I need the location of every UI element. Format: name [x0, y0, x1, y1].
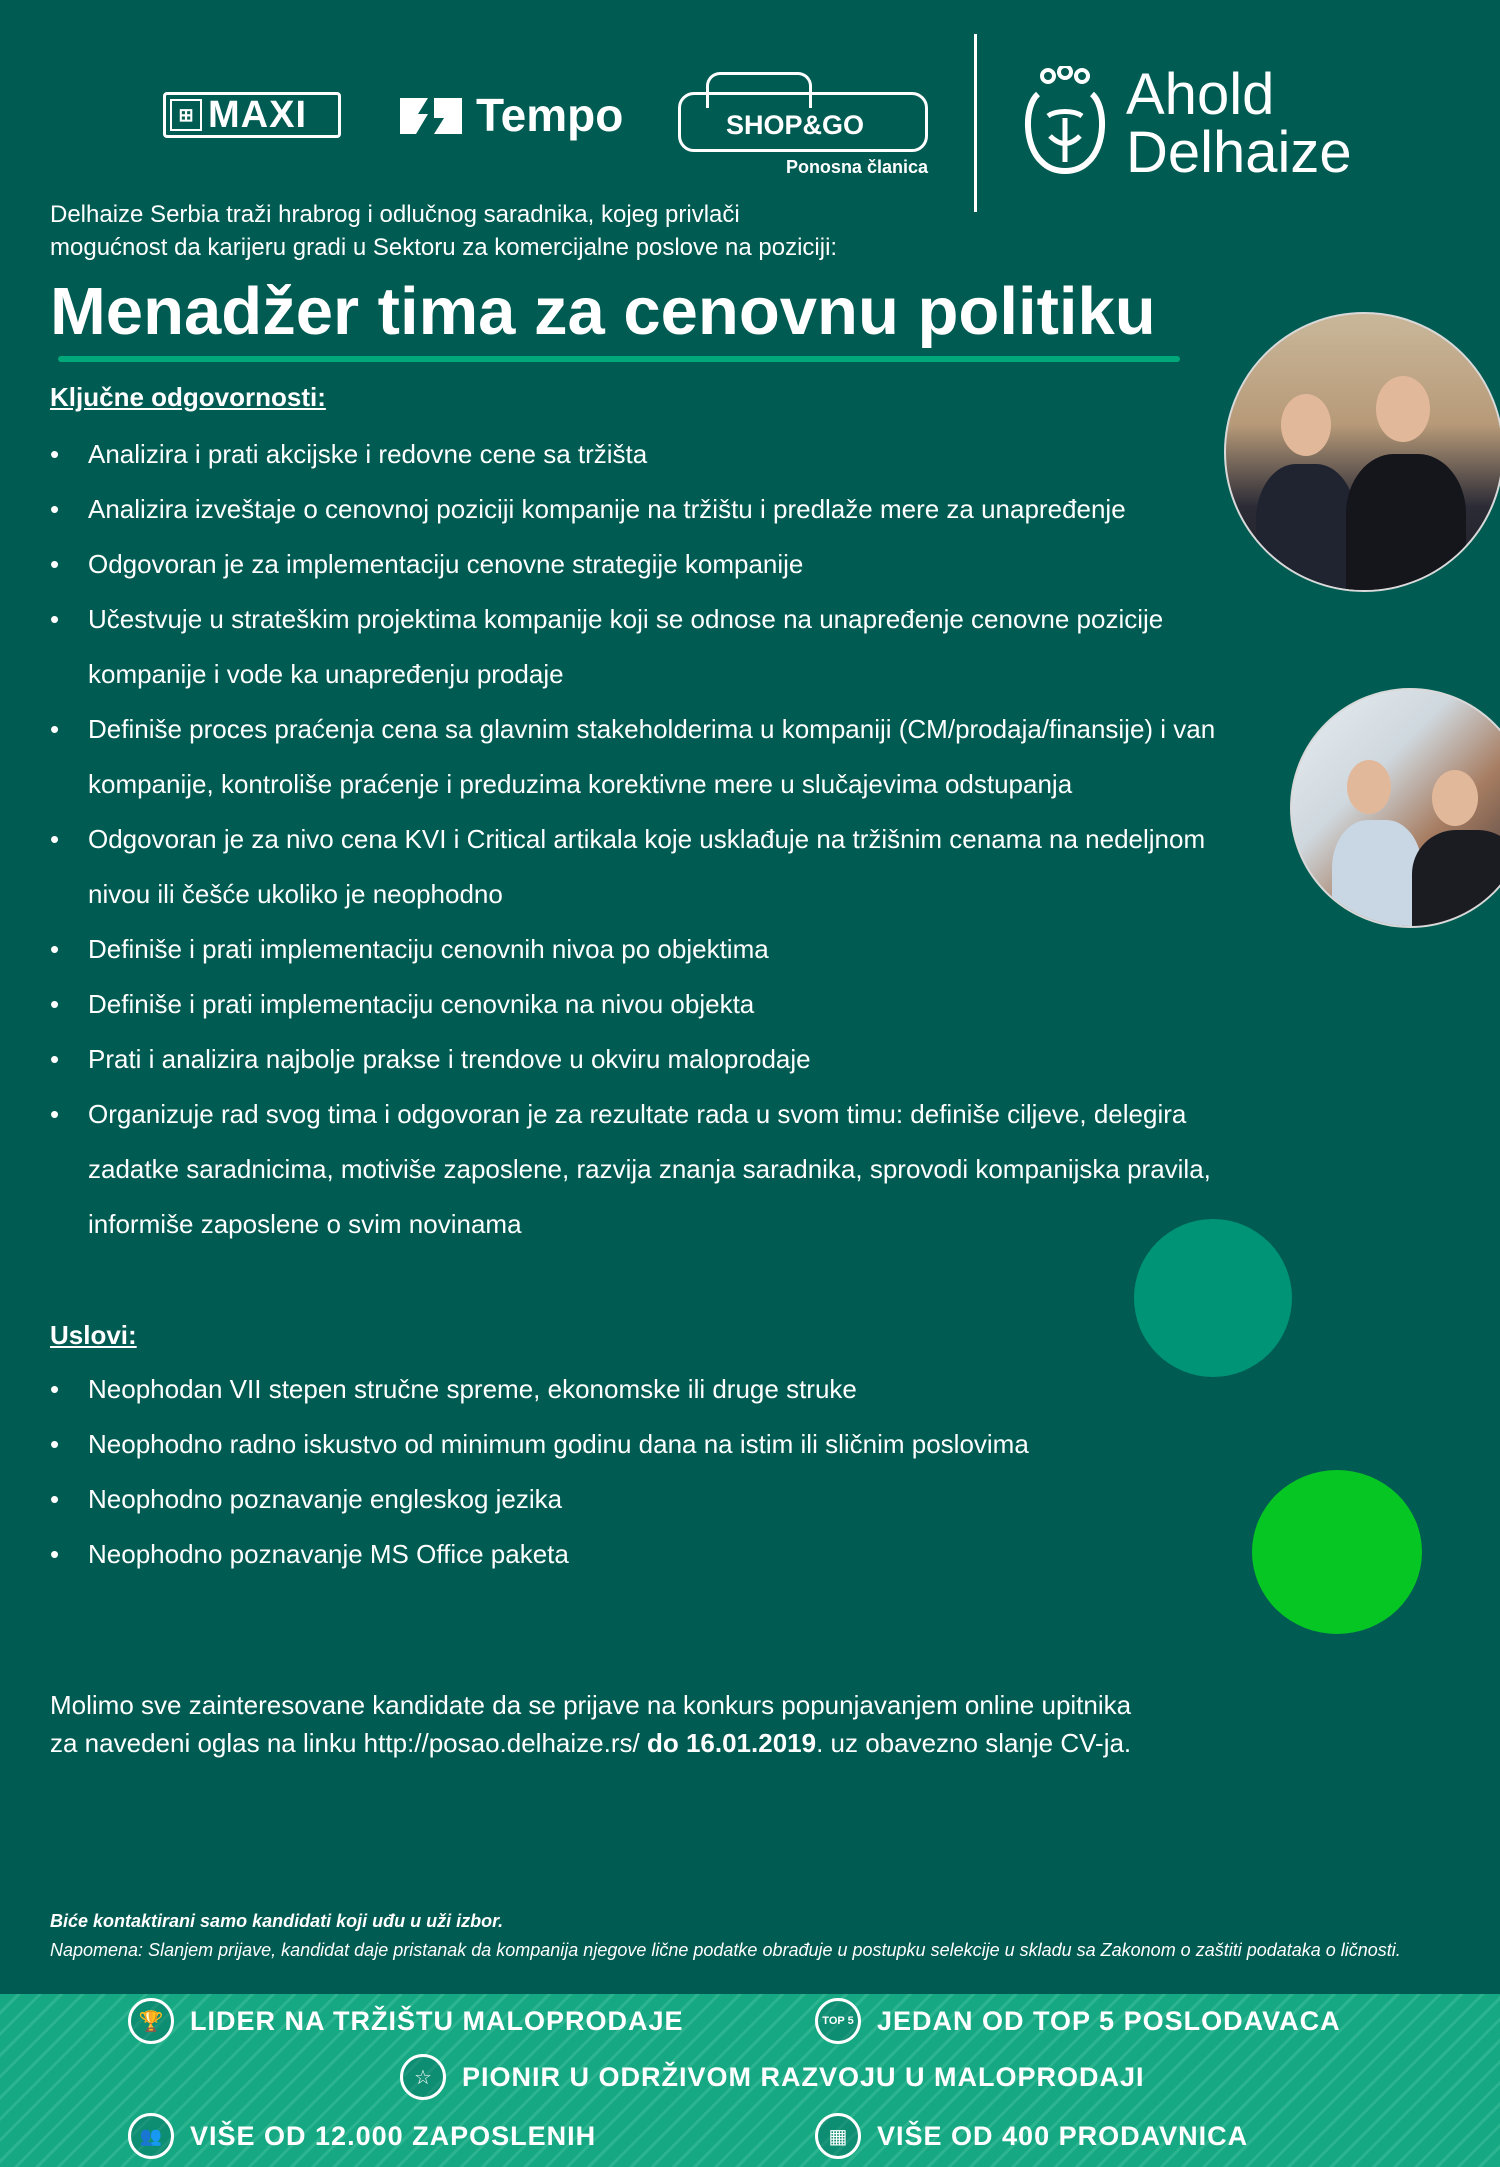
- stores-icon: ▦: [815, 2113, 861, 2159]
- list-item: • Prati i analizira najbolje prakse i trendove u okviru maloprodaje: [50, 1032, 1250, 1087]
- shopgo-logo: [678, 72, 930, 182]
- conditions-list: [50, 1362, 1250, 1582]
- intro-line: Delhaize Serbia traži hrabrog i odlučnog saradnika, kojeg privlači: [50, 201, 740, 228]
- maxi-logo-text: MAXI: [208, 94, 307, 136]
- intro-text: [50, 198, 837, 264]
- list-item: • Neophodan VII stepen stručne spreme, ekonomske ili druge struke: [50, 1362, 1250, 1417]
- logo-divider: [974, 34, 977, 212]
- people-icon: 👥: [128, 2113, 174, 2159]
- list-item: • Analizira i prati akcijske i redovne cene sa tržišta: [50, 427, 1250, 482]
- responsibilities-heading: Ključne odgovornosti:: [50, 382, 326, 412]
- apply-line: [50, 1724, 1350, 1762]
- footer-item: [815, 2111, 1248, 2161]
- footer-item-label: PIONIR U ODRŽIVOM RAZVOJU U MALOPRODAJI: [462, 2061, 1145, 2092]
- top5-badge-icon: TOP 5: [815, 1998, 861, 2044]
- footer-item: [400, 2052, 1145, 2102]
- tempo-logo-text: Tempo: [476, 89, 624, 141]
- list-item: • Učestvuje u strateškim projektima kompanije koji se odnose na unapređenje cenovne pozicije kompanije i vode ka unapređenju prodaje: [50, 592, 1228, 702]
- list-item: • Neophodno poznavanje MS Office paketa: [50, 1527, 1250, 1582]
- lion-emblem-icon: [1020, 66, 1110, 178]
- ahold-text: Ahold: [1126, 62, 1275, 127]
- list-item: • Odgovoran je za nivo cena KVI i Critical artikala koje usklađuje na tržišnim cenama na nedeljnom nivou ili češće ukoliko je neophodno: [50, 812, 1228, 922]
- page-title: Menadžer tima za cenovnu politiku: [50, 274, 1156, 349]
- shopgo-logo-text: SHOP&GO: [726, 110, 865, 140]
- conditions-heading: Uslovi:: [50, 1320, 137, 1350]
- footer-band: [0, 1994, 1500, 2167]
- list-item: • Organizuje rad svog tima i odgovoran je za rezultate rada u svom timu: definiše ciljeve, delegira zadatke saradnicima, motiviše zaposlene, razvija znanja saradnika, sprovodi kompanijska pravila, informiše zaposlene o svim novinama: [50, 1087, 1228, 1252]
- team-photo-business-people: [1224, 312, 1500, 592]
- list-item: • Definiše i prati implementaciju cenovnih nivoa po objektima: [50, 922, 1250, 977]
- list-item: • Analizira izveštaje o cenovnoj poziciji kompanije na tržištu i predlaže mere za unapređenje: [50, 482, 1250, 537]
- title-underline: [58, 356, 1180, 362]
- list-item: • Odgovoran je za implementaciju cenovne strategije kompanije: [50, 537, 1250, 592]
- intro-line: mogućnost da karijeru gradi u Sektoru za komercijalne poslove na poziciji:: [50, 234, 838, 261]
- team-photo-colleagues-laptop: [1290, 688, 1500, 928]
- tempo-mark-icon: [398, 94, 464, 136]
- list-item: • Definiše proces praćenja cena sa glavnim stakeholderima u kompaniji (CM/prodaja/finansije) i van kompanije, kontroliše praćenje i preduzima korektivne mere u slučajevima odstupanja: [50, 702, 1288, 812]
- member-caption: Ponosna članica: [785, 157, 928, 177]
- list-item: • Definiše i prati implementaciju cenovnika na nivou objekta: [50, 977, 1250, 1032]
- maxi-logo: [163, 92, 341, 138]
- shortlist-note: Biće kontaktirani samo kandidati koji uđu u uži izbor.: [50, 1911, 504, 1931]
- footer-item: [128, 2111, 596, 2161]
- delhaize-text: Delhaize: [1126, 120, 1352, 185]
- list-item: • Neophodno radno iskustvo od minimum godinu dana na istim ili sličnim poslovima: [50, 1417, 1250, 1472]
- apply-cv-text: . uz obavezno slanje CV-ja.: [816, 1728, 1132, 1758]
- footer-item-label: VIŠE OD 400 PRODAVNICA: [877, 2120, 1249, 2151]
- apply-instructions: [50, 1686, 1350, 1762]
- list-item: • Neophodno poznavanje engleskog jezika: [50, 1472, 1250, 1527]
- decorative-green-circle: [1252, 1470, 1422, 1634]
- footer-item-label: LIDER NA TRŽIŠTU MALOPRODAJE: [190, 2005, 684, 2036]
- star-icon: ☆: [400, 2054, 446, 2100]
- trophy-icon: 🏆: [128, 1998, 174, 2044]
- responsibilities-list: [50, 427, 1250, 1252]
- tempo-logo: [398, 90, 623, 140]
- deadline-date: do 16.01.2019: [646, 1728, 817, 1758]
- footer-item-label: VIŠE OD 12.000 ZAPOSLENIH: [190, 2120, 597, 2151]
- ahold-delhaize-wordmark: [1126, 62, 1352, 185]
- footer-item: [815, 1996, 1341, 2046]
- decorative-teal-circle: [1134, 1219, 1292, 1377]
- apply-link-text: za navedeni oglas na linku http://posao.delhaize.rs/: [50, 1728, 647, 1758]
- privacy-note: Napomena: Slanjem prijave, kandidat daje pristanak da kompanija njegove lične podatke obrađuje u postupku selekcije u skladu sa Zakonom o zaštiti podataka o ličnosti.: [50, 1940, 1401, 1960]
- footer-item-label: JEDAN OD TOP 5 POSLODAVACA: [877, 2005, 1341, 2036]
- apply-line: Molimo sve zainteresovane kandidate da se prijave na konkurs popunjavanjem online upitnika: [50, 1690, 1132, 1720]
- footer-item: [128, 1996, 684, 2046]
- delhaize-lion-icon: ⊞: [170, 99, 202, 131]
